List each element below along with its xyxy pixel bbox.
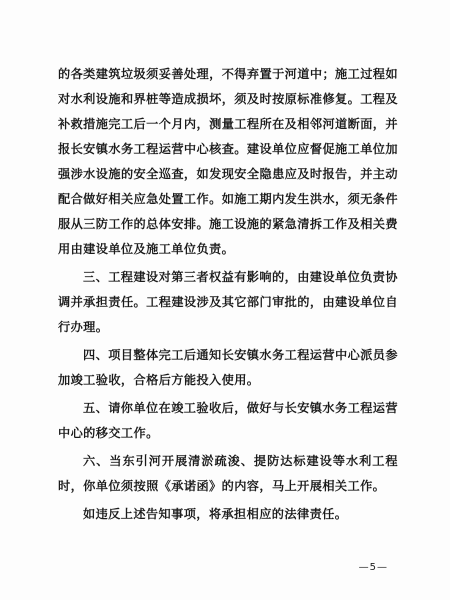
page-number: —5— (358, 562, 388, 573)
document-body (58, 62, 398, 527)
paragraph-item-6: 六、当东引河开展清淤疏浚、提防达标建设等水利工程时，你单位须按照《承诺函》的内容，马上开展相关工作。 (58, 454, 398, 493)
paragraph-continuation: 的各类建筑垃圾须妥善处理，不得弃置于河道中；施工过程如对水利设施和界桩等造成损坏，须及时按原标准修复。工程及补救措施完工后一个月内，测量工程所在及相邻河道断面，并报长安镇水务工程运营中心核查。建设单位应督促施工单位加强涉水设施的安全巡查，如发现安全隐患应及时报告，并主动配合做好相关应急处置工作。如施工期内发生洪水，须无条件服从三防工作的总体安排。施工设施的紧急清拆工作及相关费用由建设单位及施工单位负责。 (58, 67, 398, 256)
paragraph-closing-notice: 如违反上述告知事项，将承担相应的法律责任。 (83, 507, 348, 521)
paragraph-item-4: 四、项目整体完工后通知长安镇水务工程运营中心派员参加竣工验收，合格后方能投入使用。 (58, 348, 398, 387)
paragraph-item-3: 三、工程建设对第三者权益有影响的，由建设单位负责协调并承担责任。工程建设涉及其它部门审批的，由建设单位自行办理。 (58, 270, 398, 334)
paragraph-item-5: 五、请你单位在竣工验收后，做好与长安镇水务工程运营中心的移交工作。 (58, 401, 398, 440)
